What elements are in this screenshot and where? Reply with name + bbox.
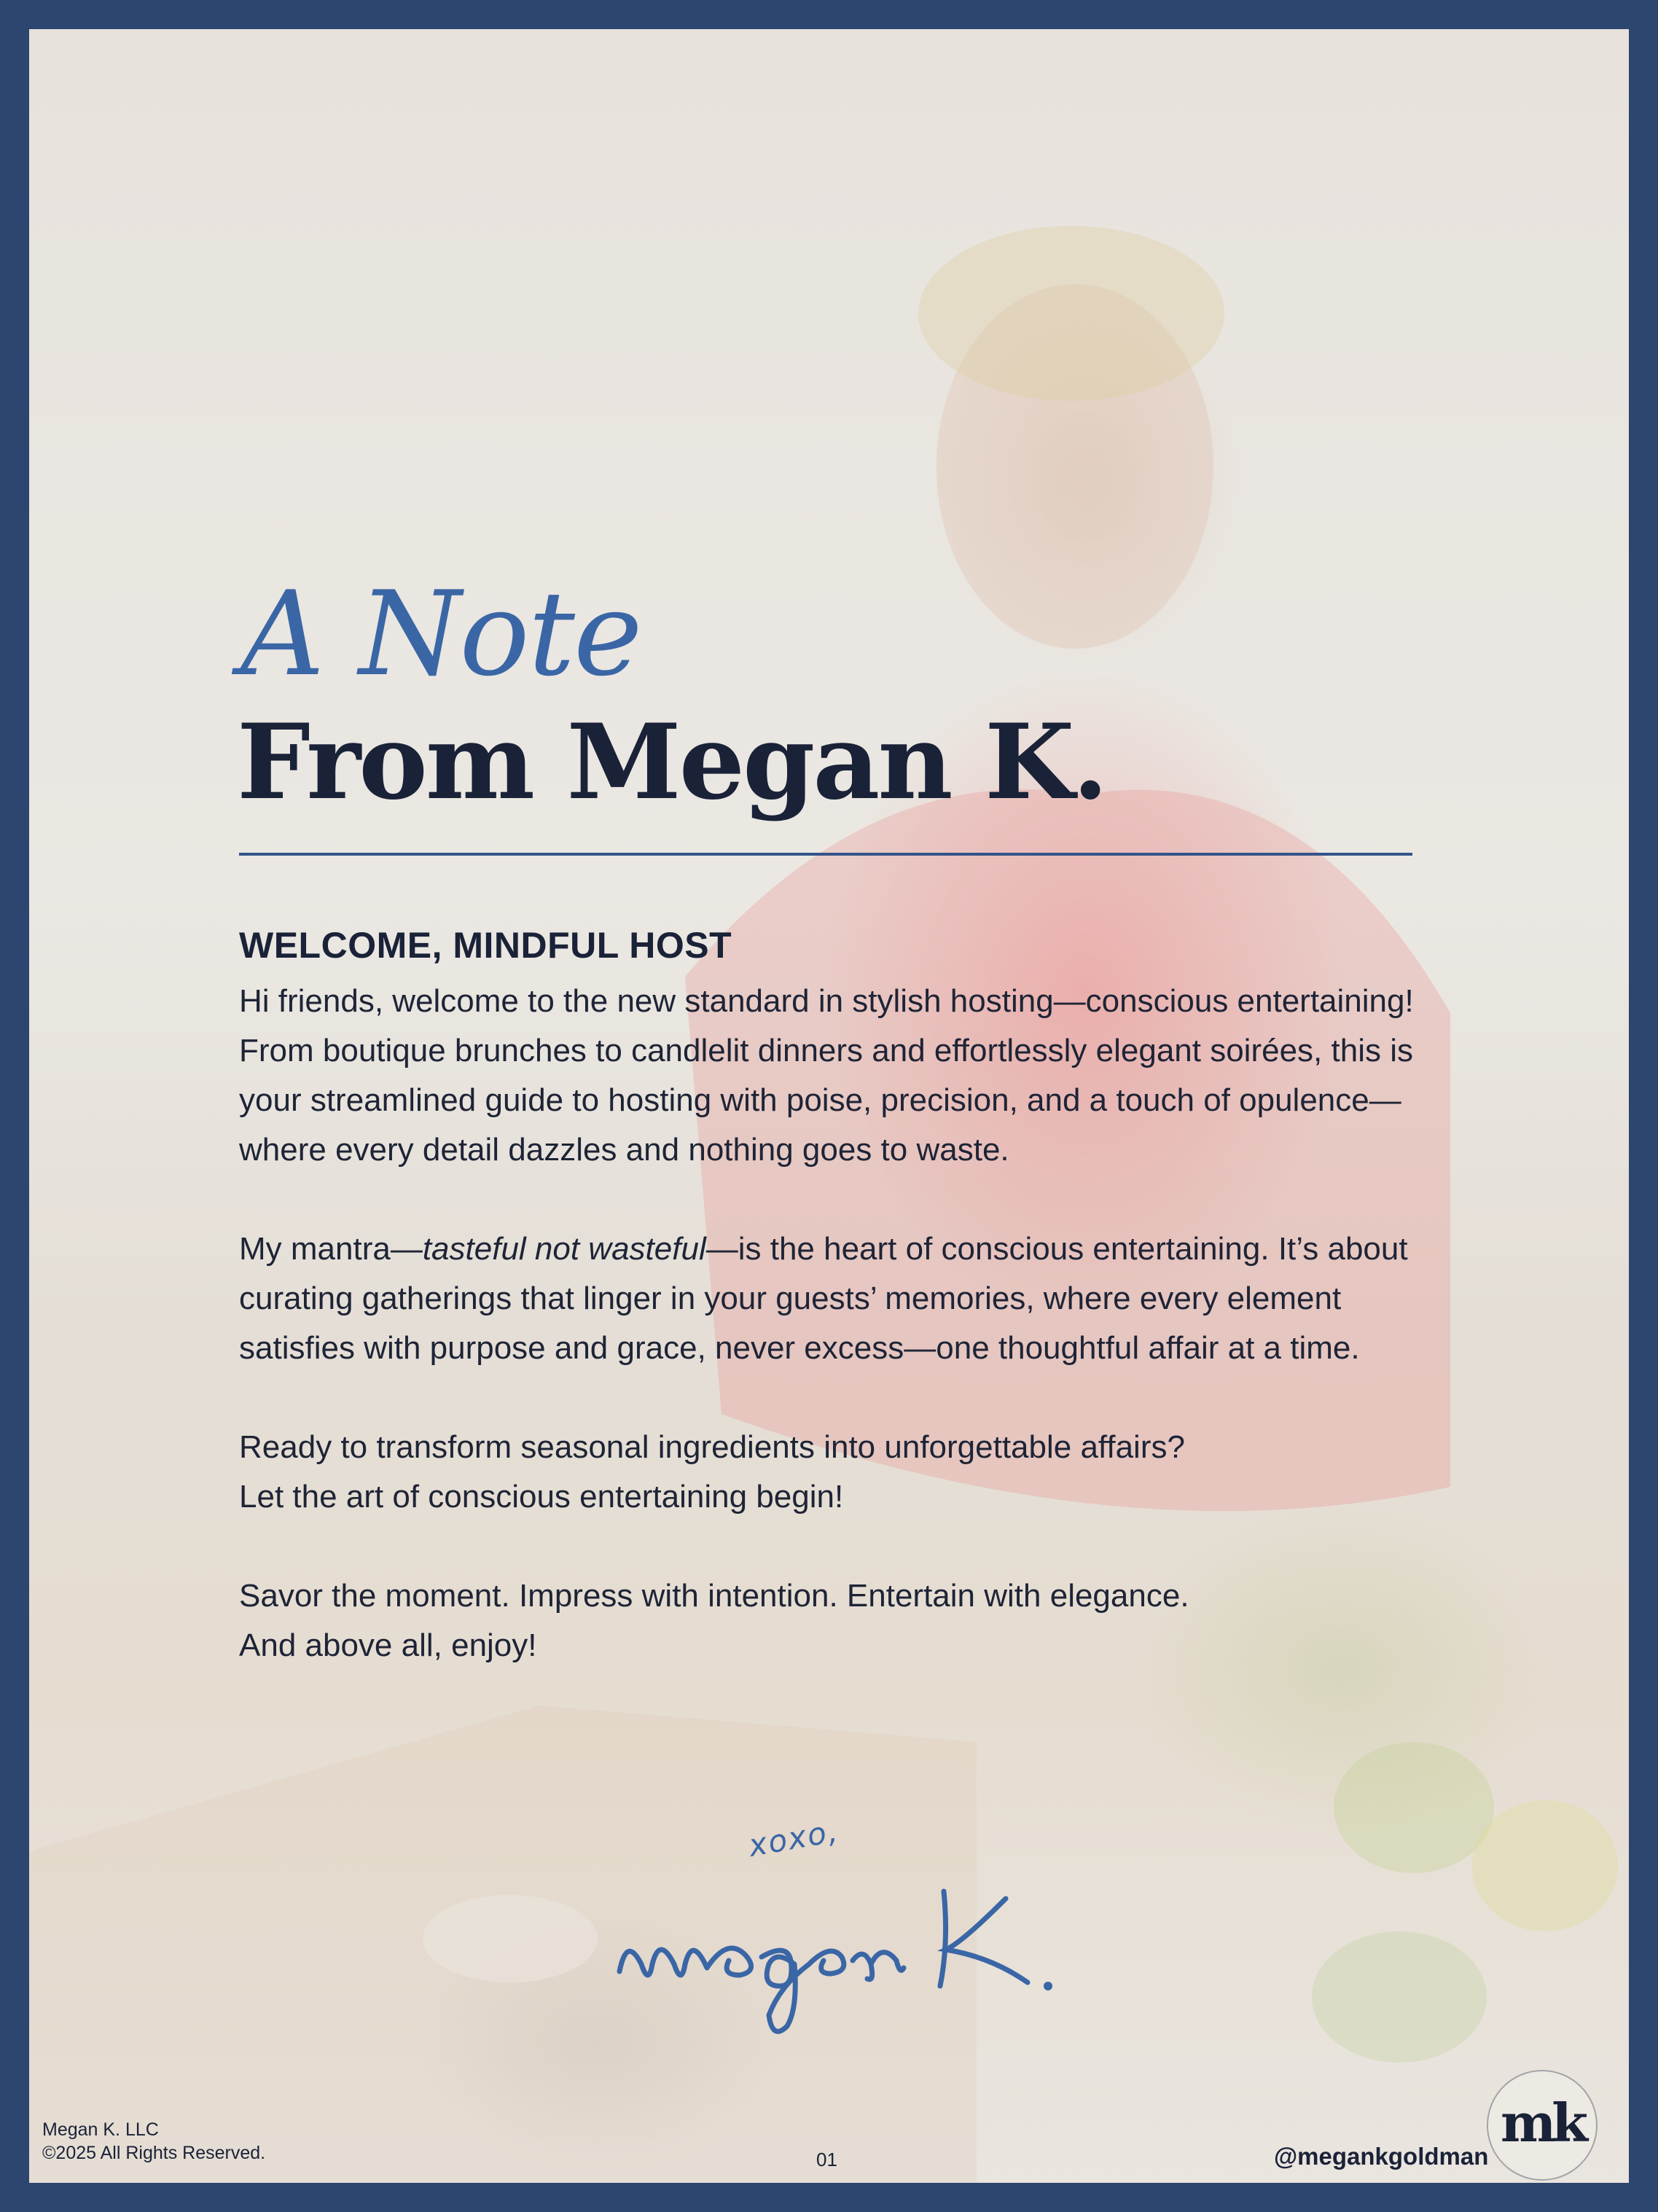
paragraph-3: [239, 1423, 1434, 1522]
signature-image: [612, 1877, 1079, 2037]
paragraph-3-line-1: Ready to transform seasonal ingredients into unforgettable affairs?: [239, 1429, 1185, 1465]
title-script: A Note: [241, 566, 641, 702]
paragraph-4-line-2: And above all, enjoy!: [239, 1627, 537, 1663]
paragraph-1: Hi friends, welcome to the new standard in stylish hosting—conscious entertaining! From boutique brunches to candlelit dinners and effortlessly elegant soirées, this is your streamlined guide to hosting with poise, precision, and a touch of opulence—where every detail dazzles and nothing goes to waste.: [239, 983, 1414, 1168]
signoff-xoxo: xoxo,: [746, 1813, 842, 1864]
paragraph-3-line-2: Let the art of conscious entertaining begin!: [239, 1479, 844, 1515]
paragraph-2: [239, 1224, 1434, 1373]
social-handle: @megankgoldman: [1274, 2143, 1489, 2170]
divider: [239, 853, 1412, 856]
section-heading: WELCOME, MINDFUL HOST: [239, 925, 732, 966]
copyright-text: ©2025 All Rights Reserved.: [42, 2143, 266, 2163]
body-text: [239, 977, 1434, 1670]
logo-text: mk: [1500, 2091, 1584, 2154]
company-name: Megan K. LLC: [42, 2119, 159, 2140]
paragraph-2-mantra: tasteful not wasteful: [422, 1231, 706, 1267]
page-title: From Megan K.: [237, 702, 1106, 823]
paragraph-4: [239, 1571, 1434, 1670]
page-number: 01: [816, 2149, 837, 2170]
paragraph-2-end: —is the heart of conscious entertaining. It’s about curating gatherings that linger in your guests’ memories, where every element satisfies with purpose and grace, never excess—one thoughtful affair at a time.: [239, 1231, 1408, 1366]
paragraph-2-start: My mantra—: [239, 1231, 423, 1267]
footer-copyright: [42, 2118, 265, 2165]
page: [29, 29, 1629, 2183]
brand-logo: [1487, 2070, 1598, 2181]
paragraph-4-line-1: Savor the moment. Impress with intention. Entertain with elegance.: [239, 1578, 1189, 1614]
